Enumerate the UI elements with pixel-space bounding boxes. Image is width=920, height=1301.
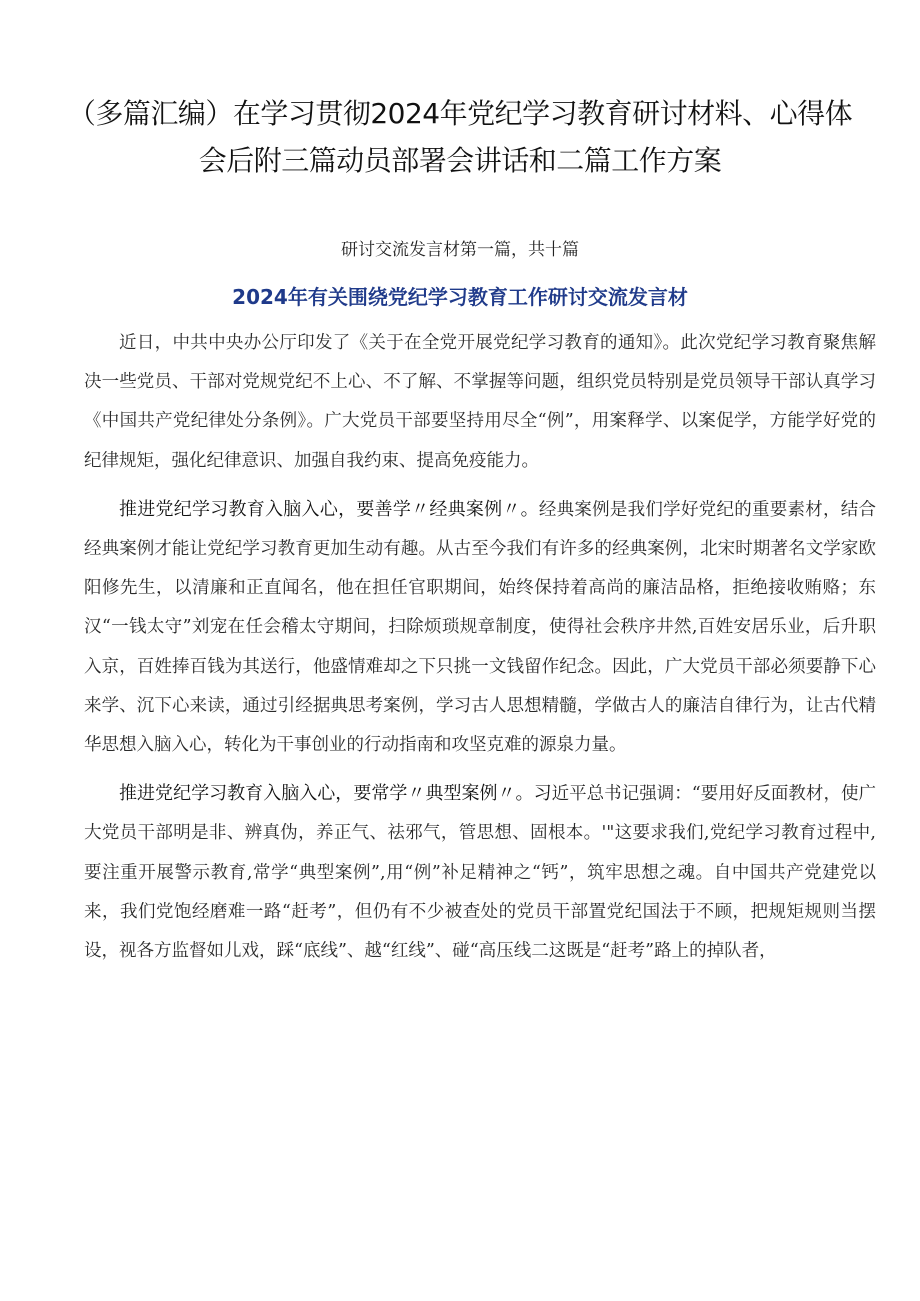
paragraph-classic-cases — [84, 490, 876, 765]
paragraph-text: 近平总书记强调：“要用好反面教材，使广大党员干部明是非、辨真伪，养正气、祛邪气，管思想、固根本。'"这要求我们,党纪学习教育过程中,要注重开展警示教育,常学“典型案例”,用“例”补足精神之“钙”，筑牢思想之魂。自中国共产党建党以来，我们党饱经磨难一路“赶考”，但仍有不少被查处的党员干部置党纪国法于不顾，把规矩规则当摆设，视各方监督如儿戏，踩“底线”、越“红线”、碰“高压线二这既是“赶考”路上的掉队者， — [84, 784, 877, 962]
article-subheading: 研讨交流发言材第一篇，共十篇 — [341, 240, 579, 260]
paragraph-lead-heading: 推进党纪学习教育入脑入心，要善学〃经典案例〃。 — [119, 498, 539, 520]
article-title: 2024年有关围绕党纪学习教育工作研讨交流发言材 — [232, 285, 688, 309]
paragraph-text: 经典案例是我们学好党纪的重要素材，结合经典案例才能让党纪学习教育更加生动有趣。从古至今我们有许多的经典案例，北宋时期著名文学家欧阳修先生，以清廉和正直闻名，他在担任官职期间，始终保持着高尚的廉洁品格，拒绝接收贿赂；东汉“一钱太守”刘宠在任会稽太守期间，扫除烦琐规章制度，使得社会秩序井然,百姓安居乐业，后升职入京，百姓捧百钱为其送行，他盛情难却之下只挑一文钱留作纪念。因此，广大党员干部必须要静下心来学、沉下心来读，通过引经据典思考案例，学习古人思想精髓，学做古人的廉洁自律行为，让古代精华思想入脑入心，转化为干事创业的行动指南和攻坚克难的源泉力量。 — [84, 499, 876, 756]
paragraph-lead-heading: 推进党纪学习教育入脑入心，要常学〃典型案例〃。习 — [119, 783, 552, 805]
document-title: （多篇汇编）在学习贯彻2024年党纪学习教育研讨材料、心得体会后附三篇动员部署会讲话和二篇工作方案 — [67, 97, 853, 177]
article-body — [84, 324, 876, 980]
paragraph-text: 近日，中共中央办公厅印发了《关于在全党开展党纪学习教育的通知》。此次党纪学习教育聚焦解决一些党员、干部对党规党纪不上心、不了解、不掌握等问题，组织党员特别是党员领导干部认真学习《中国共产党纪律处分条例》。广大党员干部要坚持用尽全“例”，用案释学、以案促学，方能学好党的纪律规矩，强化纪律意识、加强自我约束、提高免疫能力。 — [84, 333, 876, 471]
paragraph-typical-cases — [84, 774, 876, 971]
paragraph-intro — [84, 324, 876, 481]
